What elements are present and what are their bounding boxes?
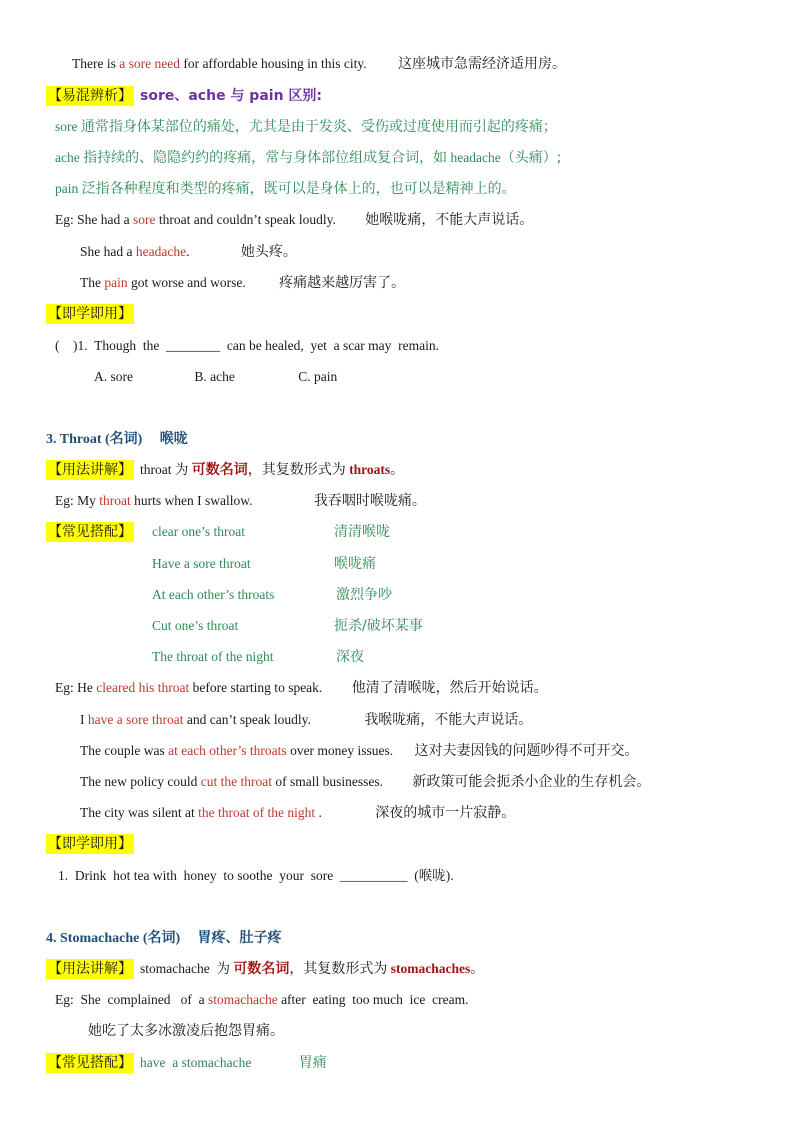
keyword: throat: [99, 493, 131, 508]
practice-heading-1: [46, 304, 140, 324]
text: for affordable housing in this city.: [183, 56, 367, 71]
word: ache: [55, 150, 80, 165]
text: There is: [72, 56, 116, 71]
keyword: have a sore throat: [87, 712, 184, 727]
collocation-2-en: Have a sore throat: [152, 556, 251, 571]
text: .: [186, 244, 190, 259]
question-1-options: [94, 367, 337, 387]
translation: 她喉咙痛，不能大声说话。: [365, 212, 534, 228]
example-10-translation: 她吃了太多冰激凌后抱怨胃痛。: [88, 1023, 284, 1039]
text: stomachache 为: [140, 961, 230, 976]
keyword: cleared his throat: [96, 680, 190, 695]
word: sore: [55, 119, 78, 134]
text: .: [318, 805, 322, 820]
text: The couple was: [80, 743, 165, 758]
text: Eg: He: [55, 680, 93, 695]
text: Eg: My: [55, 493, 96, 508]
text: throat 为: [140, 462, 189, 477]
keyword: at each other’s throats: [168, 743, 287, 758]
collocation-5-en: The throat of the night: [152, 649, 274, 664]
option-b: B. ache: [194, 369, 235, 384]
translation: 这对夫妻因钱的问题吵得不可开交。: [414, 743, 639, 759]
word: pain: [55, 181, 79, 196]
tag-practice: 【即学即用】: [48, 306, 132, 322]
keyword: headache: [135, 244, 187, 259]
text: ，其复数形式为: [289, 961, 388, 977]
collocation-stomachache: [46, 1053, 327, 1073]
keyword: 可数名词: [191, 462, 248, 478]
text: The city was silent at: [80, 805, 195, 820]
section-meaning: 胃疼、肚子疼: [197, 930, 282, 946]
question-text: ( )1. Though the ________ can be healed, yet a scar may remain.: [55, 338, 440, 353]
text: 。: [470, 961, 485, 977]
translation: 深夜的城市一片寂静。: [375, 805, 516, 821]
section-3-heading: [46, 429, 188, 450]
tag-usage: 【用法讲解】: [48, 961, 132, 977]
confusion-heading: [46, 86, 322, 106]
collocation-4-en: Cut one’s throat: [152, 618, 239, 633]
collocation-5-zh: 深夜: [336, 649, 364, 665]
translation: 新政策可能会扼杀小企业的生存机会。: [412, 774, 651, 790]
example-5: [55, 678, 548, 698]
usage-throat: [46, 460, 404, 480]
text: I: [80, 712, 85, 727]
text: She had a: [80, 244, 133, 259]
question-text: 1. Drink hot tea with honey to soothe your sore __________ (喉咙).: [58, 868, 454, 883]
collocation-1-en: clear one’s throat: [152, 524, 245, 539]
keyword: 可数名词: [233, 961, 290, 977]
example-9: [80, 803, 515, 823]
text: throat and couldn’t speak loudly.: [158, 212, 336, 227]
option-c: C. pain: [298, 369, 338, 384]
option-a: A. sore: [94, 369, 133, 384]
example-1: [55, 210, 533, 230]
text: 。: [390, 462, 405, 478]
collocation-3-en: At each other’s throats: [152, 587, 275, 602]
text: got worse and worse.: [131, 275, 246, 290]
text: over money issues.: [290, 743, 394, 758]
example-2: [80, 242, 297, 262]
keyword: the throat of the night: [198, 805, 316, 820]
translation: 我喉咙痛，不能大声说话。: [364, 712, 533, 728]
example-7: [80, 741, 639, 761]
example-4: [55, 491, 426, 511]
section-number: 3. Throat (名词): [46, 432, 143, 447]
text: hurts when I swallow.: [134, 493, 253, 508]
usage-stomachache: [46, 959, 484, 979]
collocation-4-zh: 扼杀/破坏某事: [334, 618, 423, 634]
example-10: [55, 990, 468, 1010]
text: and can’t speak loudly.: [186, 712, 311, 727]
section-4-heading: [46, 928, 282, 949]
keyword: throats: [349, 462, 391, 477]
collocation-3-zh: 激烈争吵: [336, 587, 392, 603]
collocation-1-zh: 清清喉咙: [334, 524, 390, 540]
text: ，其复数形式为: [247, 462, 346, 478]
tag-usage: 【用法讲解】: [48, 462, 132, 478]
def-sore: [55, 117, 557, 137]
text: after eating too much ice cream.: [281, 992, 469, 1007]
question-2: [58, 866, 454, 886]
definition: （头痛）;: [500, 150, 562, 166]
translation: 疼痛越来越厉害了。: [279, 275, 406, 291]
translation: 我吞咽时喉咙痛。: [313, 493, 426, 509]
text: before starting to speak.: [192, 680, 323, 695]
definition: 通常指身体某部位的痛处，尤其是由于发炎、受伤或过度使用而引起的疼痛；: [80, 119, 557, 135]
tag-collocation: 【常见搭配】: [48, 524, 132, 540]
example-6: [80, 710, 532, 730]
word: headache: [450, 150, 501, 165]
example-8: [80, 772, 650, 792]
def-pain: [55, 179, 516, 199]
text: Eg: She had a: [55, 212, 130, 227]
collocation-2-zh: 喉咙痛: [334, 556, 376, 572]
section-title: sore、ache 与 pain 区别:: [140, 88, 323, 104]
def-ache: [55, 148, 561, 168]
text: of small businesses.: [275, 774, 383, 789]
definition: 泛指各种程度和类型的疼痛，既可以是身体上的，也可以是精神上的。: [81, 181, 516, 197]
section-meaning: 喉咙: [159, 431, 188, 447]
question-1: [55, 336, 439, 356]
collocation-heading: [46, 522, 140, 542]
translation: 这座城市急需经济适用房。: [398, 56, 567, 72]
tag-practice: 【即学即用】: [48, 836, 132, 852]
keyword: pain: [104, 275, 128, 290]
tag-collocation: 【常见搭配】: [48, 1055, 132, 1071]
collocation-en: have a stomachache: [140, 1055, 252, 1070]
keyword: stomachache: [207, 992, 278, 1007]
tag-yihun: 【易混辨析】: [48, 88, 132, 104]
translation: 他清了清喉咙，然后开始说话。: [351, 680, 548, 696]
keyword: stomachaches: [390, 961, 471, 976]
definition: 指持续的、隐隐约约的疼痛，常与身体部位组成复合词，如: [83, 150, 448, 166]
keyword: sore: [132, 212, 156, 227]
keyword: cut the throat: [200, 774, 272, 789]
text: The: [80, 275, 101, 290]
collocation-zh: 胃痛: [298, 1055, 327, 1071]
keyword: a sore need: [119, 56, 180, 71]
example-3: [80, 273, 405, 293]
section-number: 4. Stomachache (名词): [46, 931, 181, 946]
text: Eg: She complained of a: [55, 992, 205, 1007]
translation: 她头疼。: [240, 244, 297, 260]
text: The new policy could: [80, 774, 198, 789]
example-sore-need: [72, 54, 566, 74]
practice-heading-2: [46, 834, 140, 854]
